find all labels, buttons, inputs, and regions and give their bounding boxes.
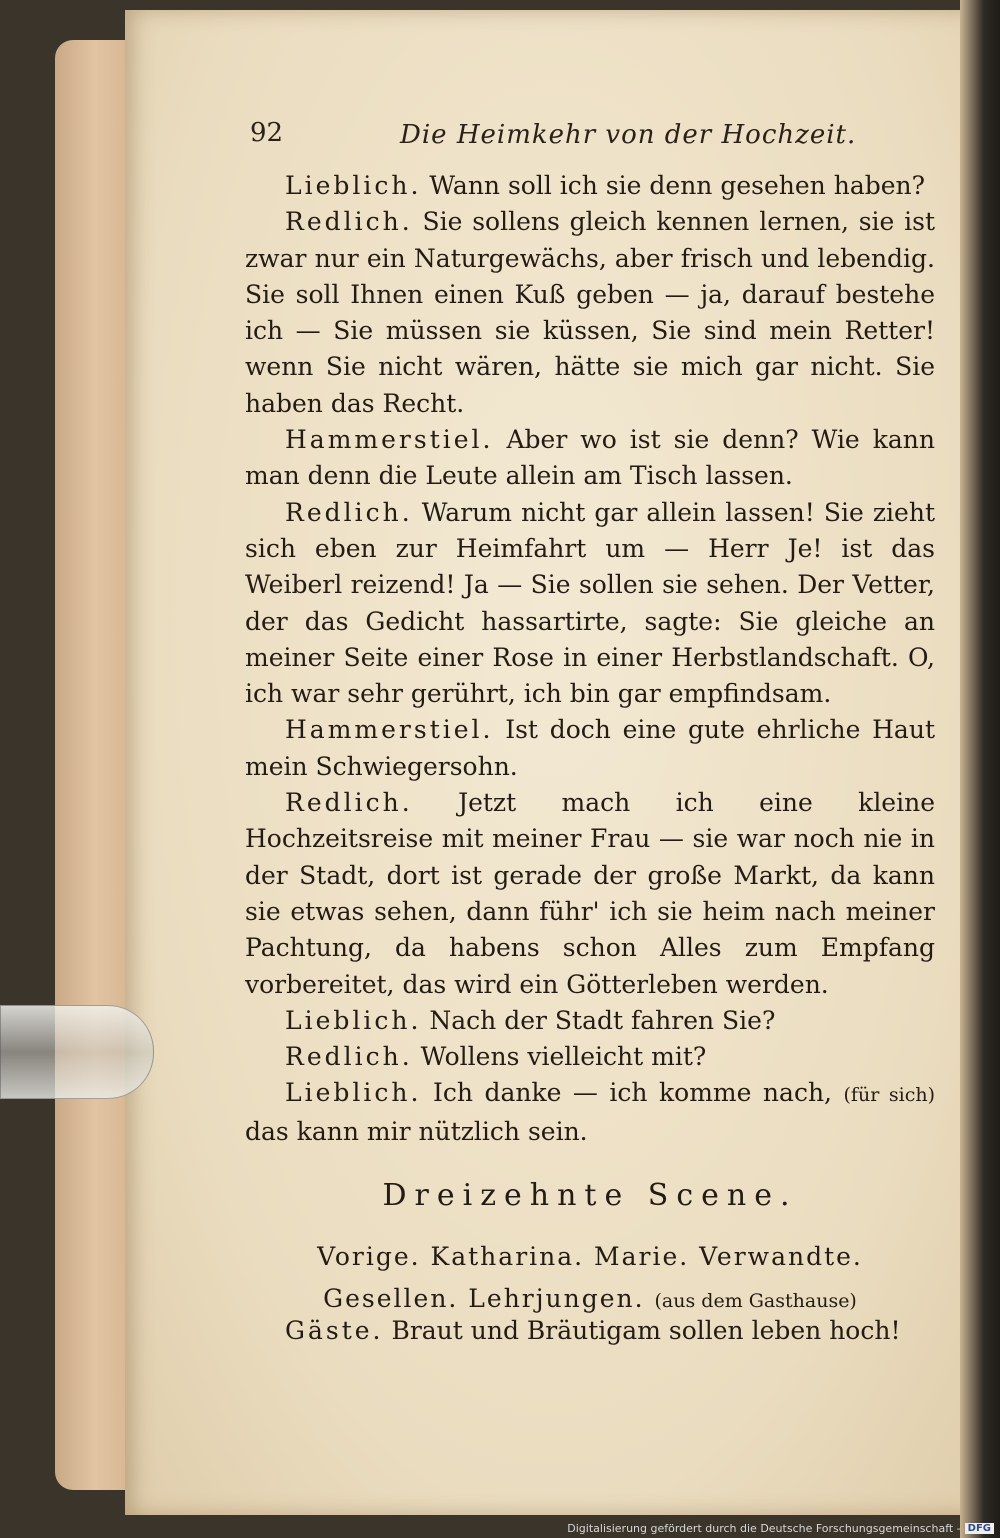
closing-line <box>285 1316 935 1345</box>
dialogue-line <box>245 785 935 1003</box>
dialogue-line <box>245 1003 935 1039</box>
page-number: 92 <box>250 118 284 148</box>
dialogue-text: Sie sollens gleich kennen lernen, sie ist zwar nur ein Naturgewächs, aber frisch und lebendig. Sie soll Ihnen einen Kuß geben — ja, darauf bestehe ich — Sie müssen sie küssen, Sie sind mein Retter! wenn Sie nicht wären, hätte sie mich gar nicht. Sie haben das Recht. <box>245 207 936 418</box>
speaker-name: Redlich. <box>285 1042 413 1072</box>
dfg-logo-icon: DFG <box>965 1523 994 1534</box>
dialogue-line <box>245 422 935 495</box>
cast-line: Vorige. Katharina. Marie. Verwandte. <box>317 1242 863 1271</box>
running-title: Die Heimkehr von der Hochzeit. <box>400 120 857 150</box>
dialogue-line <box>245 168 935 204</box>
dialogue-line <box>245 1039 935 1075</box>
dialogue-body <box>245 168 935 1150</box>
speaker-name: Hammerstiel. <box>285 715 494 745</box>
dialogue-text-continued: das kann mir nützlich sein. <box>245 1116 588 1146</box>
speaker-name: Hammerstiel. <box>285 425 494 455</box>
speaker-name: Lieblich. <box>285 171 422 200</box>
dialogue-text: Nach der Stadt fahren Sie? <box>429 1005 776 1035</box>
dialogue-text: Wann soll ich sie denn gesehen haben? <box>429 171 926 200</box>
cast-names: Gesellen. Lehrjungen. <box>323 1284 645 1313</box>
speaker-name: Redlich. <box>285 497 413 527</box>
digitization-footer <box>567 1522 994 1535</box>
dialogue-text: Aber wo ist sie denn? Wie kann man denn die Leute allein am Tisch lassen. <box>245 425 935 491</box>
scene-title: Dreizehnte Scene. <box>382 1178 798 1213</box>
cast-list <box>245 1236 935 1322</box>
speaker-name: Gäste. <box>285 1316 384 1345</box>
dialogue-text: Wollens vielleicht mit? <box>420 1042 707 1072</box>
page-clip <box>0 1005 154 1099</box>
dialogue-text: Ist doch eine gute ehrliche Haut mein Schwiegersohn. <box>245 715 935 781</box>
speaker-name: Redlich. <box>285 788 413 818</box>
book-binding <box>960 0 1000 1538</box>
stage-direction: (für sich) <box>843 1084 935 1107</box>
dialogue-line <box>245 204 935 422</box>
dialogue-line <box>245 495 935 713</box>
credit-text: Digitalisierung gefördert durch die Deutsche Forschungsgemeinschaft - <box>567 1522 961 1535</box>
speaker-name: Lieblich. <box>285 1078 422 1108</box>
dialogue-text: Braut und Bräutigam sollen leben hoch! <box>391 1316 901 1345</box>
dialogue-text: Jetzt mach ich eine kleine Hochzeitsreise mit meiner Frau — sie war noch nie in der Stadt, dort ist gerade der große Markt, da kann sie etwas sehen, dann führ' ich sie heim nach meiner Pachtung, da habens schon Alles zum Empfang vorbereitet, das wird ein Götterleben werden. <box>245 788 935 999</box>
speaker-name: Lieblich. <box>285 1005 422 1035</box>
speaker-name: Redlich. <box>285 207 413 237</box>
stage-direction: (aus dem Gasthause) <box>654 1290 857 1312</box>
page-header <box>250 118 950 158</box>
dialogue-line <box>245 1075 935 1150</box>
dialogue-text: Ich danke — ich komme nach, <box>432 1078 832 1108</box>
dialogue-text: Warum nicht gar allein lassen! Sie zieht sich eben zur Heimfahrt um — Herr Je! ist das Weiberl reizend! Ja — Sie sollen sie sehen. Der Vetter, der das Gedicht hassartirte, sagte: Sie gleiche an meiner Seite einer Rose in einer Herbstlandschaft. O, ich war sehr gerührt, ich bin gar empfindsam. <box>245 497 935 709</box>
dialogue-line <box>245 712 935 785</box>
